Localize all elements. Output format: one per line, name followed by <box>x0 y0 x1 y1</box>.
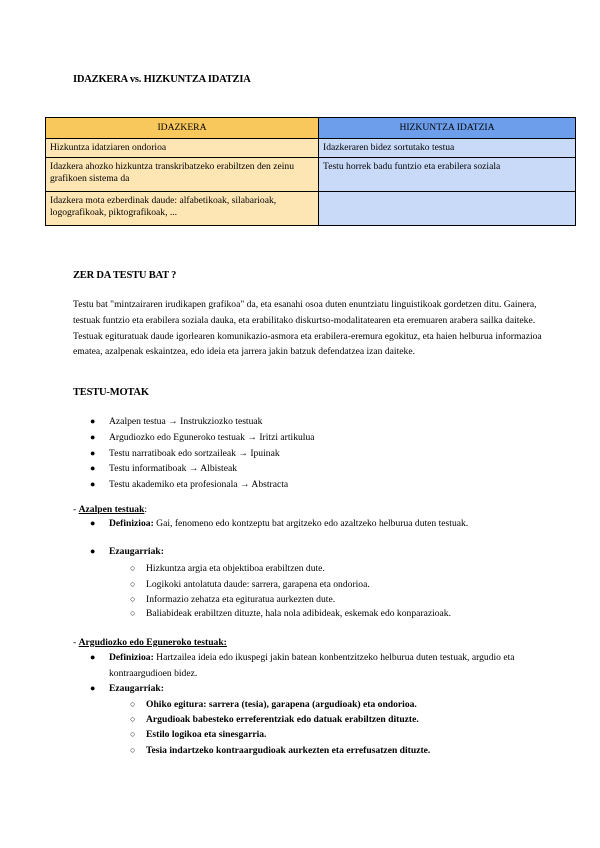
list-item: ● Testu informatiboak → Albisteak <box>73 461 315 477</box>
list-item: Baliabideak erabiltzen dituzte, hala nola adibideak, eskemak edo konparazioak. <box>146 608 452 619</box>
list-item: ● Azalpen testua → Instrukziozko testuak <box>73 414 315 430</box>
bullet-icon: ● <box>90 416 96 426</box>
table-cell: Testu horrek badu funtzio eta erabilera soziala <box>319 158 576 192</box>
bullet-icon: ● <box>90 463 96 474</box>
table-header-row <box>46 118 576 139</box>
text-types-list <box>73 414 315 493</box>
list-item: ● Testu akademiko eta profesionala → Abstracta <box>73 477 315 493</box>
list-item: Informazio zehatza eta egituratua aurkezten dute. <box>146 594 336 605</box>
table-cell: Idazkera ahozko hizkuntza transkribatzeko erabiltzen den zeinu grafikoen sistema da <box>46 158 319 192</box>
bullet-icon: ● <box>90 479 96 490</box>
circle-bullet-icon: ○ <box>130 608 136 618</box>
azalpen-heading: - Azalpen testuak: <box>73 504 148 515</box>
list-item: Estilo logikoa eta sinesgarria. <box>146 729 267 740</box>
azalpen-definition: Definizioa: Gai, fenomeno edo kontzeptu bat argitzeko edo azaltzeko helburua duten testuak. <box>109 518 469 529</box>
table-cell <box>319 192 576 226</box>
bullet-icon: ● <box>90 652 96 662</box>
table-cell: Idazkeraren bidez sortutako testua <box>319 139 576 158</box>
list-item: Logikoki antolatuta daude: sarrera, garapena eta ondorioa. <box>146 579 370 590</box>
circle-bullet-icon: ○ <box>130 579 136 589</box>
circle-bullet-icon: ○ <box>130 594 136 604</box>
circle-bullet-icon: ○ <box>130 714 136 724</box>
table-header-idazkera: IDAZKERA <box>46 118 319 139</box>
azalpen-features-label: Ezaugarriak: <box>109 546 164 557</box>
argudio-heading: - Argudiozko edo Eguneroko testuak: <box>73 637 227 648</box>
list-item: ● Testu narratiboak edo sortzaileak → Ipuinak <box>73 446 315 462</box>
argudio-features-label: Ezaugarriak: <box>109 683 164 694</box>
table-cell: Hizkuntza idatziaren ondorioa <box>46 139 319 158</box>
table-row <box>46 192 576 226</box>
table-row <box>46 139 576 158</box>
bullet-icon: ● <box>90 546 96 556</box>
circle-bullet-icon: ○ <box>130 563 136 573</box>
list-item: ● Argudiozko edo Eguneroko testuak → Iritzi artikulua <box>73 430 315 446</box>
bullet-icon: ● <box>90 518 96 528</box>
circle-bullet-icon: ○ <box>130 699 136 709</box>
section-heading-what-is: ZER DA TESTU BAT ? <box>73 270 177 281</box>
list-item: Ohiko egitura: sarrera (tesia), garapena (argudioak) eta ondorioa. <box>146 699 417 710</box>
list-item: Hizkuntza argia eta objektiboa erabiltzen dute. <box>146 563 325 574</box>
section-heading-types: TESTU-MOTAK <box>73 387 149 398</box>
argudio-definition: Definizioa: Hartzailea ideia edo ikuspegi jakin batean konbentzitzeko helburua duten testuak, argudio eta kontraargudioen bidez. <box>109 652 515 679</box>
document-title: IDAZKERA vs. HIZKUNTZA IDATZIA <box>73 74 251 85</box>
what-is-paragraph: Testu bat "mintzairaren irudikapen grafikoa" da, eta esanahi osoa duten enuntziatu linguistikoak gordetzen ditu. Gainera, testuak funtzio eta erabilera soziala dauka, eta erabilitako diskurtso-modalitatearen eta eremuaren arabera sailka daiteke. Testuak egituratuak daude igorlearen komunikazio-asmora eta erabilera-eremura egokituz, eta haien helburua informazioa ematea, azalpenak eskaintzea, edo ideia eta jarrera jakin batzuk defendatzea izan daiteke. <box>73 299 542 358</box>
circle-bullet-icon: ○ <box>130 745 136 755</box>
comparison-table <box>45 117 576 226</box>
table-header-hizkuntza: HIZKUNTZA IDATZIA <box>319 118 576 139</box>
bullet-icon: ● <box>90 431 96 442</box>
bullet-icon: ● <box>90 447 96 458</box>
list-item: Argudioak babesteko erreferentziak edo datuak erabiltzen dituzte. <box>146 714 419 725</box>
circle-bullet-icon: ○ <box>130 729 136 739</box>
bullet-icon: ● <box>90 683 96 693</box>
table-cell: Idazkera mota ezberdinak daude: alfabetikoak, silabarioak, logografikoak, piktografikoak, ... <box>46 192 319 226</box>
table-row <box>46 158 576 192</box>
list-item: Tesia indartzeko kontraargudioak aurkezten eta errefusatzen dituzte. <box>146 745 431 756</box>
